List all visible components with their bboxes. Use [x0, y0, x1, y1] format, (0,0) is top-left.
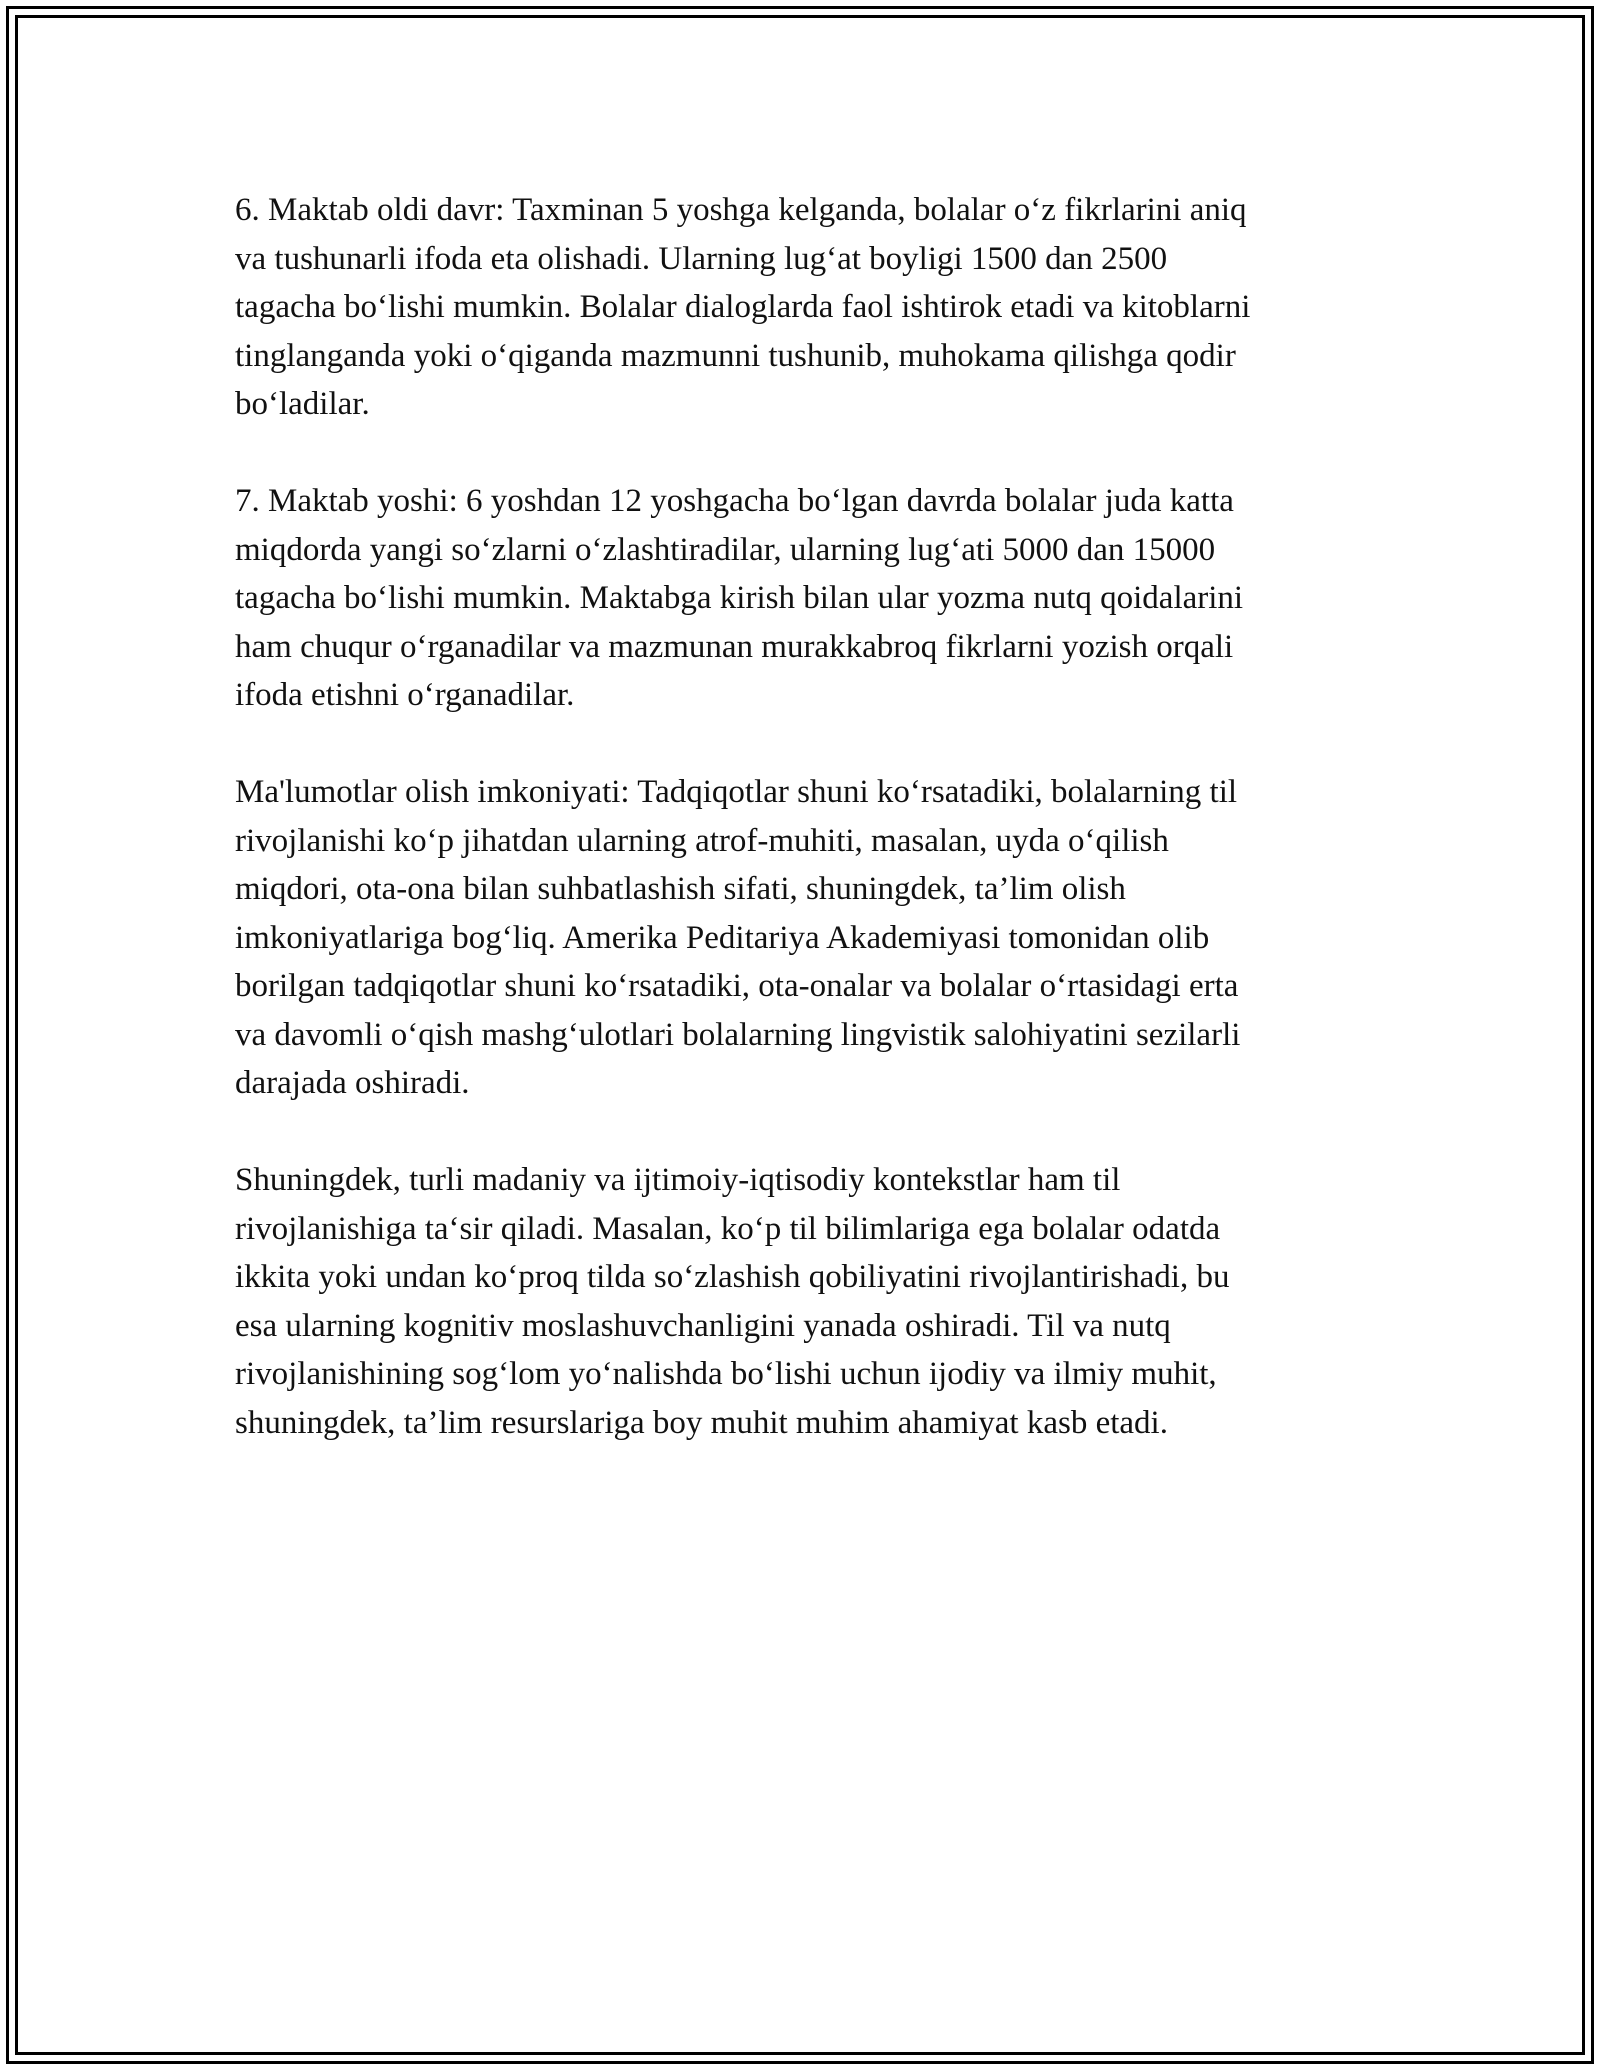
paragraph-school-age [235, 477, 1375, 720]
text-line: rivojlanishi ko‘p jihatdan ularning atrof-muhiti, masalan, uyda o‘qilish [235, 822, 1169, 859]
text-line: ifoda etishni o‘rganadilar. [235, 677, 575, 713]
text-line: bo‘ladilar. [235, 386, 370, 422]
text-line: Shuningdek, turli madaniy va ijtimoiy-iqtisodiy kontekstlar ham til [235, 1162, 1121, 1198]
text-line: borilgan tadqiqotlar shuni ko‘rsatadiki, ota-onalar va bolalar o‘rtasidagi erta [235, 968, 1239, 1004]
text-line: tagacha bo‘lishi mumkin. Bolalar dialoglarda faol ishtirok etadi va kitoblarni [235, 289, 1251, 325]
text-line: ham chuqur o‘rganadilar va mazmunan murakkabroq fikrlarni yozish orqali [235, 628, 1234, 665]
document-body [235, 186, 1375, 1496]
text-line: rivojlanishiga ta‘sir qiladi. Masalan, ko‘p til bilimlariga ega bolalar odatda [235, 1210, 1221, 1247]
text-line: miqdorda yangi so‘zlarni o‘zlashtiradilar, ularning lug‘ati 5000 dan 15000 [235, 531, 1216, 568]
text-line: va tushunarli ifoda eta olishadi. Ularning lug‘at boyligi 1500 dan 2500 [235, 240, 1168, 277]
text-line: esa ularning kognitiv moslashuvchanligini yanada oshiradi. Til va nutq [235, 1307, 1171, 1344]
text-line: shuningdek, ta’lim resurslariga boy muhit muhim ahamiyat kasb etadi. [235, 1404, 1168, 1441]
paragraph-cultural-context [235, 1156, 1375, 1447]
text-line: darajada oshiradi. [235, 1065, 470, 1101]
text-line: tinglanganda yoki o‘qiganda mazmunni tushunib, muhokama qilishga qodir [235, 337, 1236, 374]
text-line: va davomli o‘qish mashg‘ulotlari bolalarning lingvistik salohiyatini sezilarli [235, 1016, 1241, 1053]
text-line: imkoniyatlariga bog‘liq. Amerika Peditariya Akademiyasi tomonidan olib [235, 919, 1210, 956]
paragraph-preschool-period [235, 186, 1375, 429]
text-line: Ma'lumotlar olish imkoniyati: Tadqiqotlar shuni ko‘rsatadiki, bolalarning til [235, 774, 1238, 810]
text-line: 7. Maktab yoshi: 6 yoshdan 12 yoshgacha bo‘lgan davrda bolalar juda katta [235, 483, 1234, 519]
text-line: ikkita yoki undan ko‘proq tilda so‘zlashish qobiliyatini rivojlantirishadi, bu [235, 1259, 1230, 1295]
text-line: 6. Maktab oldi davr: Taxminan 5 yoshga kelganda, bolalar o‘z fikrlarini aniq [235, 192, 1247, 228]
text-line: tagacha bo‘lishi mumkin. Maktabga kirish bilan ular yozma nutq qoidalarini [235, 580, 1244, 616]
text-line: rivojlanishining sog‘lom yo‘nalishda bo‘lishi uchun ijodiy va ilmiy muhit, [235, 1356, 1217, 1392]
text-line: miqdori, ota-ona bilan suhbatlashish sifati, shuningdek, ta’lim olish [235, 871, 1126, 907]
paragraph-information-access [235, 768, 1375, 1108]
